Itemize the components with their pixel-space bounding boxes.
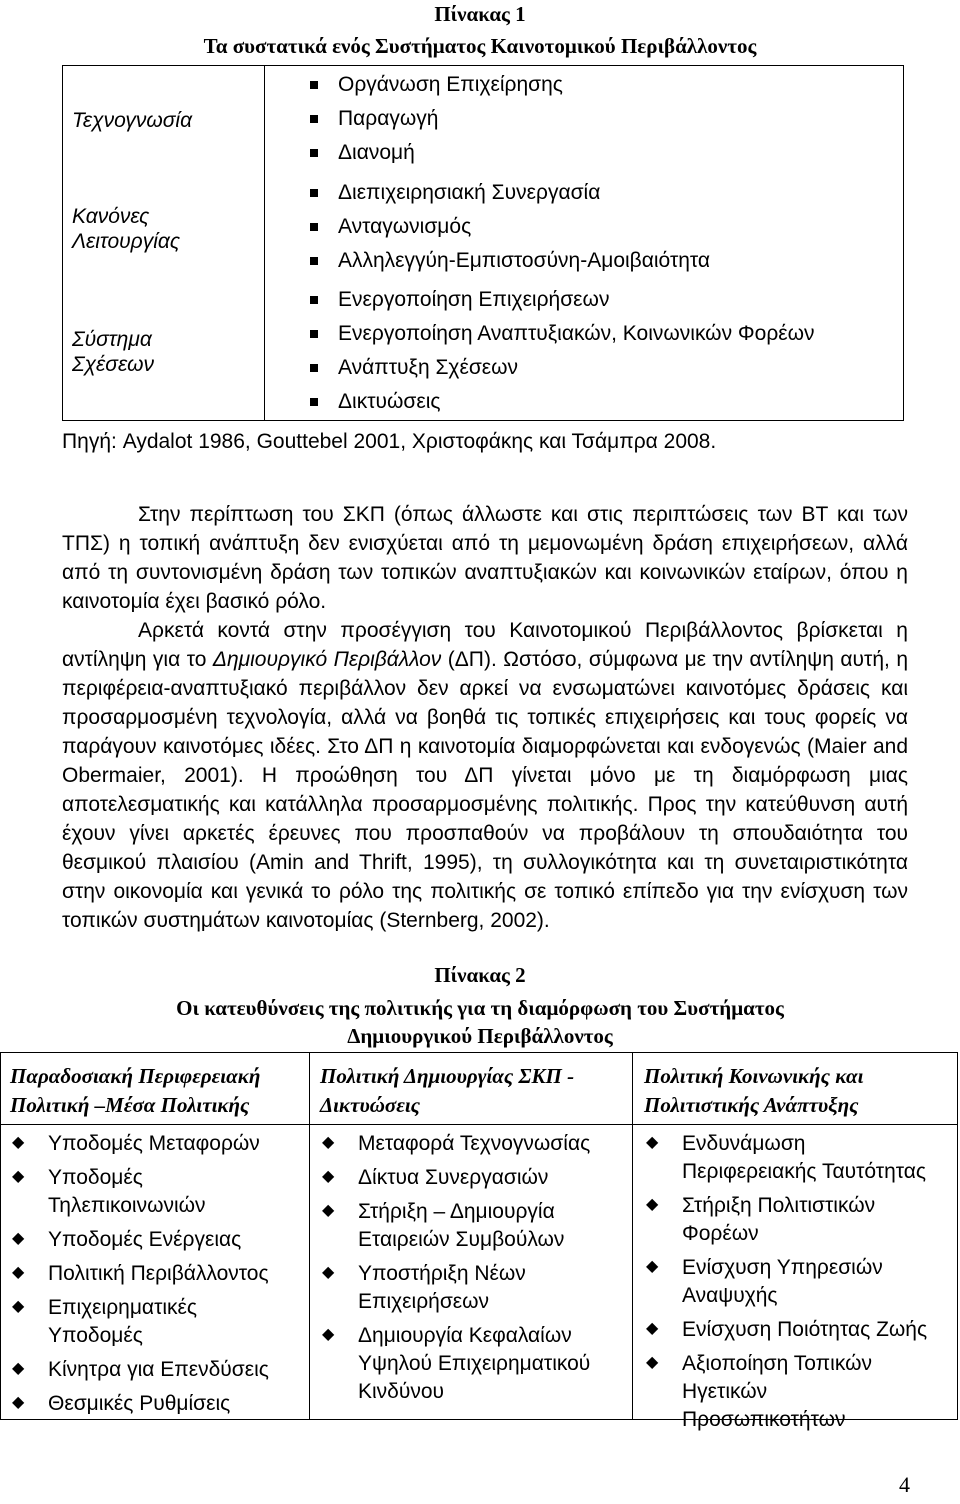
diamond-bullet-icon: ◆ xyxy=(12,1264,25,1281)
table1-items xyxy=(310,283,815,419)
table1-items xyxy=(310,176,710,278)
list-item: Παραγωγή xyxy=(310,102,563,136)
table2-column-3-list xyxy=(644,1130,956,1440)
square-bullet-icon xyxy=(310,189,318,197)
list-item: ◆ Ενίσχυση Υπηρεσιών Αναψυχής xyxy=(646,1256,883,1307)
list-item: ◆ Επιχειρηματικές Υποδομές xyxy=(12,1296,198,1347)
table2-header-divider xyxy=(0,1124,958,1125)
diamond-bullet-icon: ◆ xyxy=(12,1168,25,1185)
list-item: ◆ Αξιοποίηση Τοπικών Ηγετικών Προσωπικοτήτων xyxy=(646,1352,872,1431)
table2-column-2-list xyxy=(320,1130,626,1412)
diamond-bullet-icon: ◆ xyxy=(322,1264,335,1281)
list-item: ◆ Θεσμικές Ρυθμίσεις xyxy=(12,1392,231,1415)
diamond-bullet-icon: ◆ xyxy=(12,1394,25,1411)
list-item: ◆ Πολιτική Περιβάλλοντος xyxy=(12,1262,269,1285)
table2-header-traditional: Παραδοσιακή Περιφερειακή Πολιτική –Μέσα Πολιτικής xyxy=(10,1064,261,1117)
list-item: Αλληλεγγύη-Εμπιστοσύνη-Αμοιβαιότητα xyxy=(310,244,710,278)
square-bullet-icon xyxy=(310,364,318,372)
list-item: ◆ Υποστήριξη Νέων Επιχειρήσεων xyxy=(322,1262,526,1313)
list-item: Ανάπτυξη Σχέσεων xyxy=(310,351,815,385)
table1-column-divider xyxy=(264,65,265,421)
list-item: ◆ Δημιουργία Κεφαλαίων Υψηλού Επιχειρηματικού Κινδύνου xyxy=(322,1324,591,1403)
diamond-bullet-icon: ◆ xyxy=(646,1258,659,1275)
list-item: Δικτυώσεις xyxy=(310,385,815,419)
diamond-bullet-icon: ◆ xyxy=(322,1168,335,1185)
square-bullet-icon xyxy=(310,398,318,406)
diamond-bullet-icon: ◆ xyxy=(12,1360,25,1377)
table2-label: Πίνακας 2 xyxy=(434,963,526,987)
list-item: ◆ Στήριξη Πολιτιστικών Φορέων xyxy=(646,1194,876,1245)
diamond-bullet-icon: ◆ xyxy=(322,1202,335,1219)
list-item: Ενεργοποίηση Επιχειρήσεων xyxy=(310,283,815,317)
square-bullet-icon xyxy=(310,330,318,338)
paragraph-2: Αρκετά κοντά στην προσέγγιση του Καινοτομικού Περιβάλλοντος βρίσκεται η αντίληψη για το Δημιουργικό Περιβάλλον (ΔΠ). Ωστόσο, σύμφωνα με την αντίληψη αυτή, η περιφέρεια-αναπτυξιακό περιβάλλον δεν αρκεί να ενσωματώνει καινοτόμες δράσεις και προσαρμοσμένη τεχνολογία, αλλά να βοηθά τις τοπικές επιχειρήσεις και τους φορείς να παράγουν καινοτόμες ιδέες. Στο ΔΠ η καινοτομία διαμορφώνεται και ενδογενώς (Maier and Obermaier, 2001). Η προώθηση του ΔΠ γίνεται μόνο με τη διαμόρφωση μιας αποτελεσματικής και κατάλληλα προσαρμοσμένης πολιτικής. Προς την κατεύθυνση αυτή έχουν γίνει αρκετές έρευνες που προσπαθούν να προβάλουν τη σπουδαιότητα του θεσμικού πλαισίου (Amin and Thrift, 1995), τη συλλογικότητα και τη συνεταιριστικότητα στην οικονομία και γενικά το ρόλο της πολιτικής σε τοπικό επίπεδο για την ενίσχυση των τοπικών συστημάτων καινοτομίας (Sternberg, 2002). xyxy=(62,619,908,932)
square-bullet-icon xyxy=(310,149,318,157)
list-item: ◆ Στήριξη – Δημιουργία Εταιρειών Συμβούλων xyxy=(322,1200,565,1251)
list-item: ◆ Ενδυνάμωση Περιφερειακής Ταυτότητας xyxy=(646,1132,927,1183)
square-bullet-icon xyxy=(310,81,318,89)
list-item: ◆ Υποδομές Τηλεπικοινωνιών xyxy=(12,1166,206,1217)
table2-header-social: Πολιτική Κοινωνικής και Πολιτιστικής Ανάπτυξης xyxy=(644,1064,864,1117)
table2-column-1-list xyxy=(10,1130,306,1424)
list-item: ◆ Κίνητρα για Επενδύσεις xyxy=(12,1358,269,1381)
list-item: Ενεργοποίηση Αναπτυξιακών, Κοινωνικών Φορέων xyxy=(310,317,815,351)
list-item: Ανταγωνισμός xyxy=(310,210,710,244)
diamond-bullet-icon: ◆ xyxy=(12,1298,25,1315)
square-bullet-icon xyxy=(310,223,318,231)
diamond-bullet-icon: ◆ xyxy=(12,1230,25,1247)
table1-category: Τεχνογνωσία xyxy=(72,109,193,132)
diamond-bullet-icon: ◆ xyxy=(646,1320,659,1337)
list-item: Οργάνωση Επιχείρησης xyxy=(310,68,563,102)
page-number: 4 xyxy=(899,1472,910,1497)
paragraph-1: Στην περίπτωση του ΣΚΠ (όπως άλλωστε και στις περιπτώσεις των ΒΤ και των ΤΠΣ) η τοπική ανάπτυξη δεν ενισχύεται από τη μεμονωμένη δράση επιχειρήσεων, αλλά από τη συντονισμένη δράση των τοπικών αναπτυξιακών και κοινωνικών εταίρων, όπου η καινοτομία έχει βασικό ρόλο. xyxy=(62,503,908,613)
table2-column-divider xyxy=(632,1052,633,1420)
diamond-bullet-icon: ◆ xyxy=(646,1134,659,1151)
list-item: ◆ Ενίσχυση Ποιότητας Ζωής xyxy=(646,1318,928,1341)
list-item: ◆ Υποδομές Μεταφορών xyxy=(12,1132,260,1155)
diamond-bullet-icon: ◆ xyxy=(646,1196,659,1213)
table1-category: Σύστημα Σχέσεων xyxy=(72,328,155,376)
table1-source: Πηγή: Aydalot 1986, Gouttebel 2001, Χριστοφάκης και Τσάμπρα 2008. xyxy=(62,430,717,453)
table1-title: Τα συστατικά ενός Συστήματος Καινοτομικού Περιβάλλοντος xyxy=(203,34,757,58)
table1-items xyxy=(310,68,563,170)
list-item: ◆ Δίκτυα Συνεργασιών xyxy=(322,1166,549,1189)
table1-label: Πίνακας 1 xyxy=(434,2,526,26)
emphasis: Δημιουργικό Περιβάλλον xyxy=(212,648,442,671)
table2-title-line2: Δημιουργικού Περιβάλλοντος xyxy=(347,1024,613,1048)
table2-column-divider xyxy=(309,1052,310,1420)
list-item: Διεπιχειρησιακή Συνεργασία xyxy=(310,176,710,210)
square-bullet-icon xyxy=(310,257,318,265)
diamond-bullet-icon: ◆ xyxy=(646,1354,659,1371)
list-item: Διανομή xyxy=(310,136,563,170)
table1-category: Κανόνες Λειτουργίας xyxy=(72,205,181,253)
table2-title-line1: Οι κατευθύνσεις της πολιτικής για τη διαμόρφωση του Συστήματος xyxy=(176,996,784,1020)
diamond-bullet-icon: ◆ xyxy=(322,1134,335,1151)
diamond-bullet-icon: ◆ xyxy=(12,1134,25,1151)
diamond-bullet-icon: ◆ xyxy=(322,1326,335,1343)
square-bullet-icon xyxy=(310,115,318,123)
table2-header-networking: Πολιτική Δημιουργίας ΣΚΠ - Δικτυώσεις xyxy=(320,1064,575,1117)
square-bullet-icon xyxy=(310,296,318,304)
list-item: ◆ Μεταφορά Τεχνογνωσίας xyxy=(322,1132,591,1155)
list-item: ◆ Υποδομές Ενέργειας xyxy=(12,1228,242,1251)
